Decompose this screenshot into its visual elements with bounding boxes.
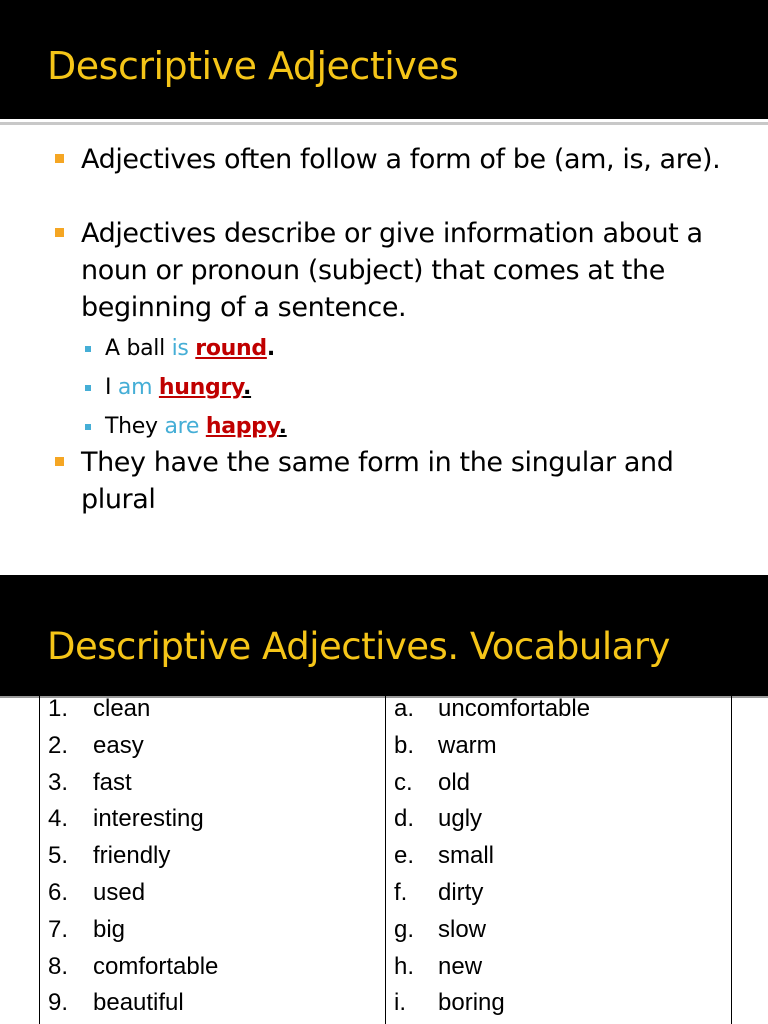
bullet-item <box>81 215 741 326</box>
table-row <box>40 801 731 837</box>
left-item-number: 5. <box>48 842 69 870</box>
square-bullet-icon <box>55 154 64 163</box>
left-item-number: 9. <box>48 989 69 1017</box>
left-item-number: 3. <box>48 768 69 796</box>
right-item-word: slow <box>438 915 487 943</box>
right-item-word: uncomfortable <box>438 695 591 722</box>
bullet-text: Adjectives describe or give information about a noun or pronoun (subject) that comes at the beginning of a sentence. <box>81 218 703 323</box>
left-item-word: comfortable <box>93 952 219 980</box>
left-item-word: used <box>93 879 146 906</box>
right-item-letter: g. <box>394 915 415 943</box>
right-item-word: old <box>438 768 471 796</box>
bullet-text: They have the same form in the singular and plural <box>81 447 674 515</box>
right-item-word: boring <box>438 989 505 1017</box>
right-item-letter: b. <box>394 731 415 759</box>
right-item-word: warm <box>438 731 497 759</box>
left-item-number: 1. <box>48 695 69 722</box>
example-subject: They <box>105 414 165 439</box>
left-item-number: 8. <box>48 952 69 980</box>
left-item-word: beautiful <box>93 989 184 1017</box>
square-bullet-icon <box>55 228 64 237</box>
right-item-letter: c. <box>394 768 413 796</box>
square-bullet-icon <box>55 457 64 466</box>
example-item <box>105 413 725 441</box>
example-end: . <box>243 375 252 400</box>
table-row <box>40 985 731 1021</box>
right-item-word: dirty <box>438 879 484 906</box>
right-item-letter: e. <box>394 842 415 870</box>
example-subject: A ball <box>105 336 172 361</box>
left-item-word: fast <box>93 768 132 796</box>
bullet-item <box>81 444 741 518</box>
right-item-word: ugly <box>438 805 483 833</box>
right-item-word: new <box>438 952 483 980</box>
square-sub-bullet-icon <box>85 346 91 352</box>
right-item-letter: h. <box>394 952 415 980</box>
right-item-letter: f. <box>394 879 408 906</box>
vocabulary-table <box>39 696 732 1024</box>
table-row <box>40 728 731 764</box>
right-item-letter: d. <box>394 805 415 833</box>
square-sub-bullet-icon <box>85 385 91 391</box>
left-item-number: 7. <box>48 915 69 943</box>
example-verb: am <box>117 375 153 400</box>
example-item <box>105 374 725 402</box>
example-end: . <box>266 336 275 361</box>
table-row <box>40 838 731 874</box>
left-item-word: big <box>93 915 126 943</box>
left-item-word: clean <box>93 695 151 722</box>
bullet-text: Adjectives often follow a form of be (am, is, are). <box>81 144 721 175</box>
table-row <box>40 912 731 948</box>
example-adjective: happy <box>205 414 279 439</box>
square-sub-bullet-icon <box>85 424 91 430</box>
right-item-word: small <box>438 842 495 870</box>
example-subject: I <box>105 375 118 400</box>
slide1-divider <box>0 122 768 125</box>
left-item-number: 4. <box>48 805 69 833</box>
example-adjective: hungry <box>158 375 244 400</box>
slide1-title: Descriptive Adjectives <box>47 44 459 88</box>
slide2-header <box>0 575 768 696</box>
bullet-item <box>81 141 741 178</box>
right-item-letter: i. <box>394 989 406 1017</box>
table-row <box>40 765 731 801</box>
table-row <box>40 949 731 985</box>
slide1-header <box>0 0 768 119</box>
example-adjective: round <box>195 336 267 361</box>
table-row <box>40 875 731 911</box>
left-item-number: 2. <box>48 731 69 759</box>
left-item-number: 6. <box>48 879 69 906</box>
left-item-word: easy <box>93 731 144 759</box>
example-verb: is <box>171 336 189 361</box>
example-verb: are <box>164 414 200 439</box>
example-item <box>105 335 725 363</box>
left-item-word: friendly <box>93 842 171 870</box>
slide2-title: Descriptive Adjectives. Vocabulary <box>47 625 670 668</box>
table-row <box>40 691 731 727</box>
left-item-word: interesting <box>93 805 204 833</box>
right-item-letter: a. <box>394 695 415 722</box>
example-end: . <box>278 414 287 439</box>
